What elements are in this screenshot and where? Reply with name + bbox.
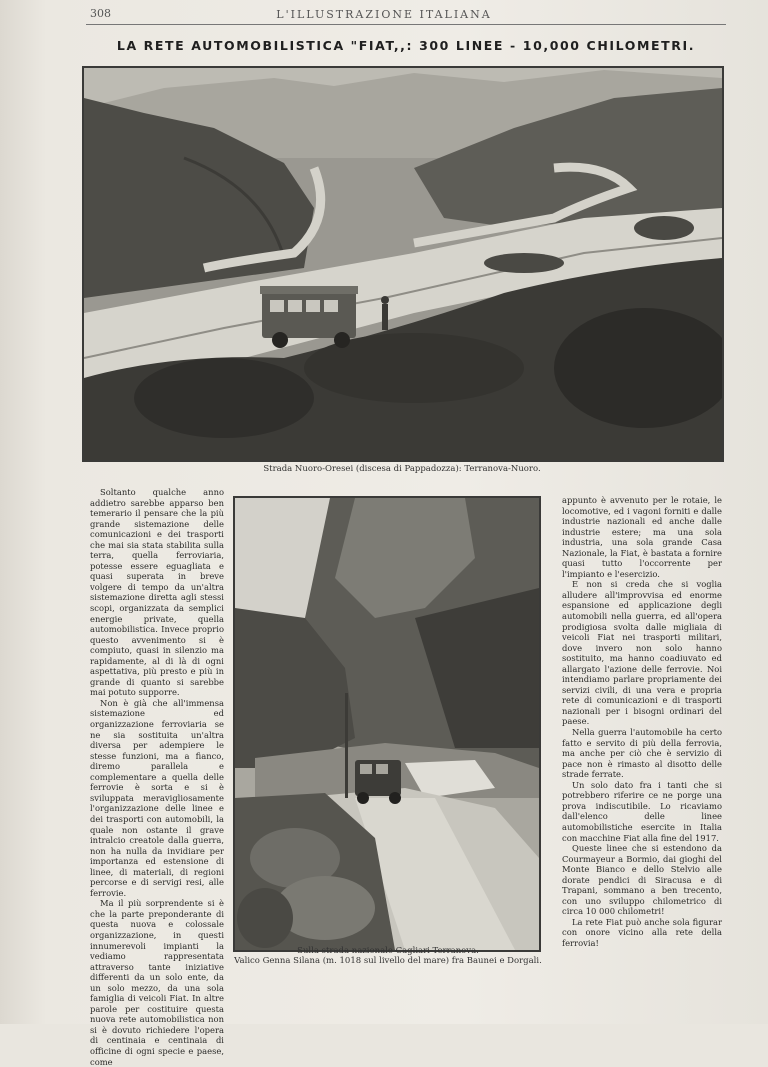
article-left-column <box>90 487 224 1067</box>
article-paragraph: appunto è avvenuto per le rotaie, le locomotive, ed i vagoni forniti e dalle industrie nazionali ed anche dalle industrie estere; ma una sola industria, una sola grande Casa Nazionale, la Fiat, è bastata a fornire quasi tutto l'occorrente per l'impianto e l'esercizio. <box>562 495 722 579</box>
article-paragraph: Non è già che all'immensa sistemazione ed organizzazione ferroviaria se ne sia sostituita un'altra diversa per adempiere le stesse funzioni, ma a fianco, diremo parallela e complementare a quella delle ferrovie è sorta e si è sviluppata meravigliosamente l'organizzazione delle linee e dei trasporti con automobili, la quale non ostante il grave intralcio creatole dalla guerra, non ha nulla da invidiare per importanza ed estensione di linee, di materiali, di regioni percorse e di servigi resi, alle ferrovie. <box>90 697 224 898</box>
article-paragraph: Queste linee che si estendono da Courmayeur a Bormio, dai gioghi del Monte Bianco e dello Stelvio alle dorate pendici di Siracusa e di Trapani, sommano a ben trecento, con uno sviluppo chilometrico di circa 10 000 chilometri! <box>562 843 722 917</box>
bottom-caption-line-2: Valico Genna Silana (m. 1018 sul livello del mare) fra Baunei e Dorgali. <box>234 956 542 966</box>
article-paragraph: Nella guerra l'automobile ha certo fatto e servito di più della ferrovia, ma anche per ciò che è servizio di pace non è rimasto al disotto delle strade ferrate. <box>562 727 722 780</box>
article-paragraph: E non si creda che si voglia alludere all'improvvisa ed enorme espansione ed applicazione degli automobili nella guerra, ed all'opera prodigiosa svolta dalle migliaia di veicoli Fiat nei trasporti militari, dove invero non solo hanno sostituito, ma hanno coadiuvato ed allargato l'azione delle ferrovie. Noi intendiamo parlare propriamente dei servizi civili, di una vera e propria rete di comunicazioni e di trasporti nazionali per i bisogni ordinari del paese. <box>562 579 722 727</box>
header-rule <box>86 24 726 25</box>
mountain-road-bus-image <box>84 68 722 460</box>
mountain-road-bus-photo <box>82 66 724 462</box>
valley-road-truck-photo <box>233 496 541 952</box>
bottom-caption-line-1: Sulla strada nazionale Cagliari-Terranova. <box>297 946 479 956</box>
running-title: L'ILLUSTRAZIONE ITALIANA <box>276 8 492 21</box>
page-number: 308 <box>90 7 111 20</box>
article-paragraph: Un solo dato fra i tanti che si potrebbero riferire ce ne porge una prova indiscutibile. Lo ricaviamo dall'elenco delle linee automobilistiche esercite in Italia con macchine Fiat alla fine del 1917. <box>562 779 722 843</box>
article-paragraph: Soltanto qualche anno addietro sarebbe apparso ben temerario il pensare che la più grande sistemazione delle comunicazioni e dei trasporti che mai sia stata stabilita sulla terra, quella ferroviaria, potesse essere eguagliata e quasi superata in breve volgere di tempo da un'altra sistemazione diretta agli stessi scopi, organizzata da semplici energie private, quella automobilistica. Invece proprio questo avvenimento si è compiuto, quasi in silenzio ma rapidamente, al di là di ogni aspettativa, più presto e più in grande di quanto si sarebbe mai potuto supporre. <box>90 487 224 698</box>
article-paragraph: La rete Fiat può anche sola figurar con onore vicino alla rete della ferrovia! <box>562 916 722 948</box>
article-right-column <box>562 495 722 949</box>
article-paragraph: Ma il più sorprendente si è che la parte preponderante di questa nuova e colossale organizzazione, in questi innumerevoli impianti la vediamo rappresentata attraverso tante iniziative differenti da un solo ente, da un solo mezzo, da una sola famiglia di veicoli Fiat. In altre parole per costituire questa nuova rete automobilistica non si è dovuto richiedere l'opera di centinaia e centinaia di officine di ogni specie e paese, come <box>90 898 224 1067</box>
valley-road-truck-image <box>235 498 539 950</box>
bottom-photo-caption <box>228 946 548 966</box>
article-headline: LA RETE AUTOMOBILISTICA "FIAT,,: 300 LINEE - 10,000 CHILOMETRI. <box>116 38 696 53</box>
top-photo-caption: Strada Nuoro-Oresei (discesa di Pappadozza): Terranova-Nuoro. <box>263 464 541 474</box>
